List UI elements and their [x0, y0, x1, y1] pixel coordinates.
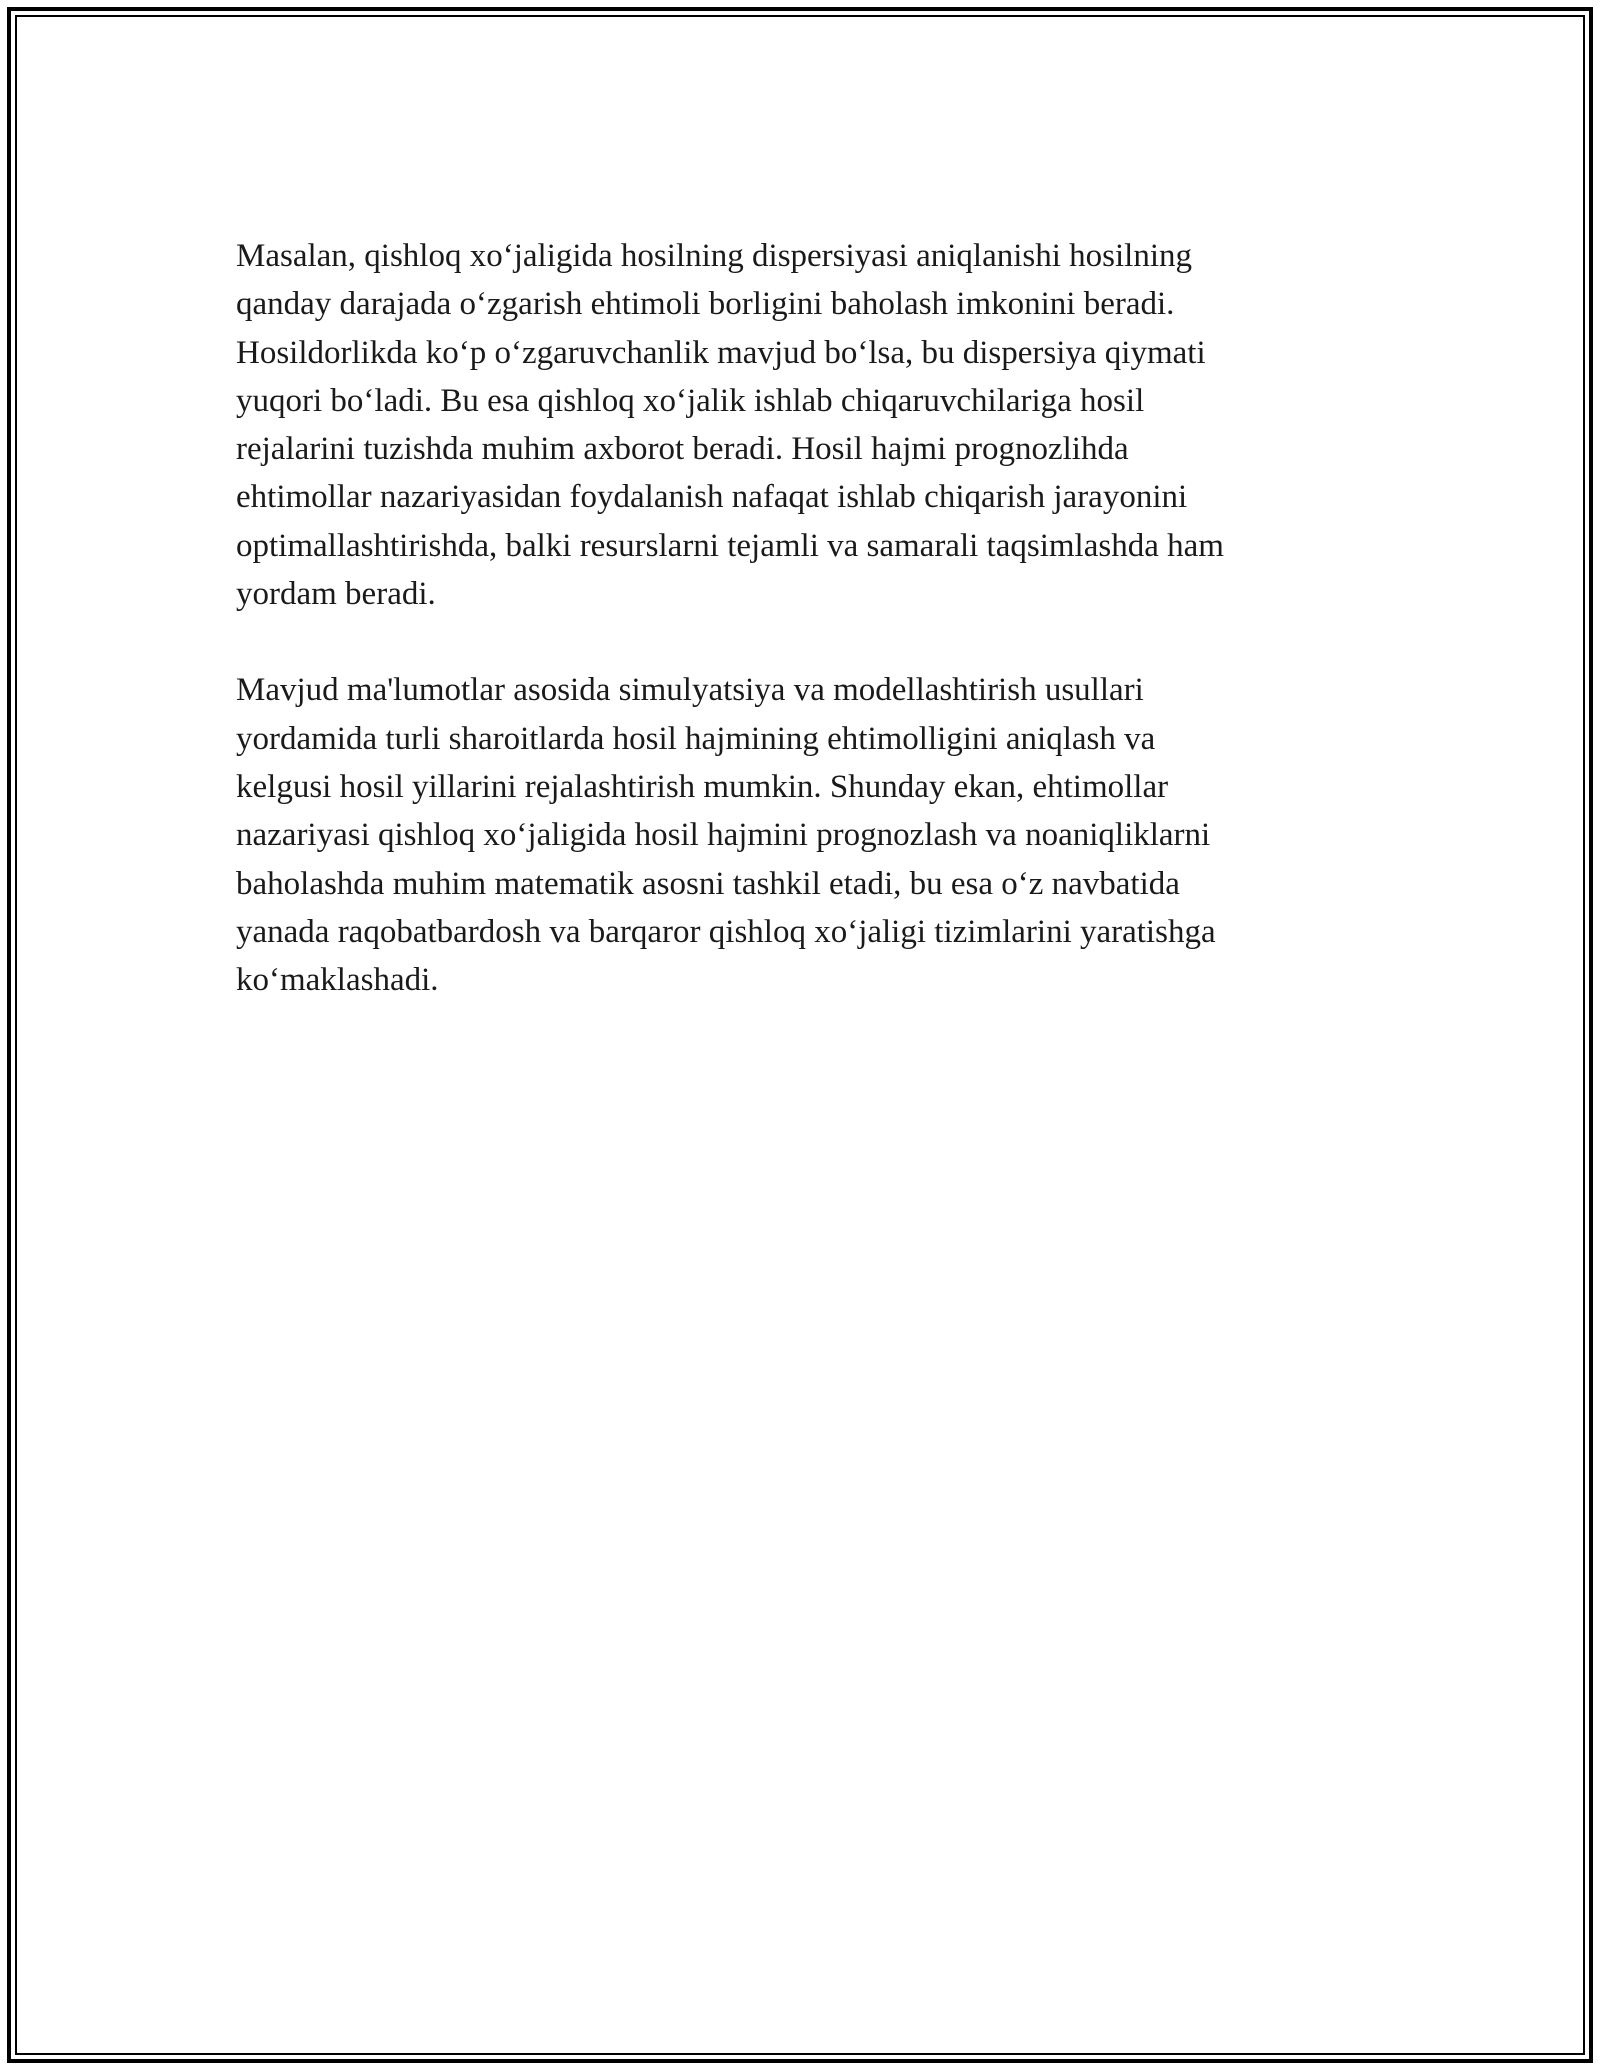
text-line: yanada raqobatbardosh va barqaror qishloq xo‘jaligi tizimlarini yaratishga — [236, 913, 1216, 950]
paragraph-2 — [236, 666, 1356, 1004]
paragraph-1 — [236, 232, 1356, 618]
text-line: optimallashtirishda, balki resurslarni tejamli va samarali taqsimlashda ham — [236, 527, 1224, 564]
text-line: kelgusi hosil yillarini rejalashtirish mumkin. Shunday ekan, ehtimollar — [236, 768, 1169, 805]
text-line: qanday darajada o‘zgarish ehtimoli borligini baholash imkonini beradi. — [236, 286, 1175, 323]
text-line: yuqori bo‘ladi. Bu esa qishloq xo‘jalik ishlab chiqaruvchilariga hosil — [236, 382, 1145, 419]
text-line: Mavjud ma'lumotlar asosida simulyatsiya va modellashtirish usullari — [236, 672, 1144, 709]
text-line: ko‘maklashadi. — [236, 962, 439, 999]
text-line: yordamida turli sharoitlarda hosil hajmining ehtimolligini aniqlash va — [236, 720, 1156, 757]
text-line: ehtimollar nazariyasidan foydalanish nafaqat ishlab chiqarish jarayonini — [236, 479, 1188, 516]
text-line: Masalan, qishloq xo‘jaligida hosilning dispersiyasi aniqlanishi hosilning — [236, 238, 1193, 274]
text-line: baholashda muhim matematik asosni tashkil etadi, bu esa o‘z navbatida — [236, 865, 1180, 902]
text-line: nazariyasi qishloq xo‘jaligida hosil hajmini prognozlash va noaniqliklarni — [236, 817, 1211, 854]
text-line: Hosildorlikda ko‘p o‘zgaruvchanlik mavjud bo‘lsa, bu dispersiya qiymati — [236, 334, 1206, 371]
document-body — [236, 232, 1356, 1004]
text-line: rejalarini tuzishda muhim axborot beradi. Hosil hajmi prognozlihda — [236, 431, 1129, 468]
text-line: yordam beradi. — [236, 576, 436, 613]
